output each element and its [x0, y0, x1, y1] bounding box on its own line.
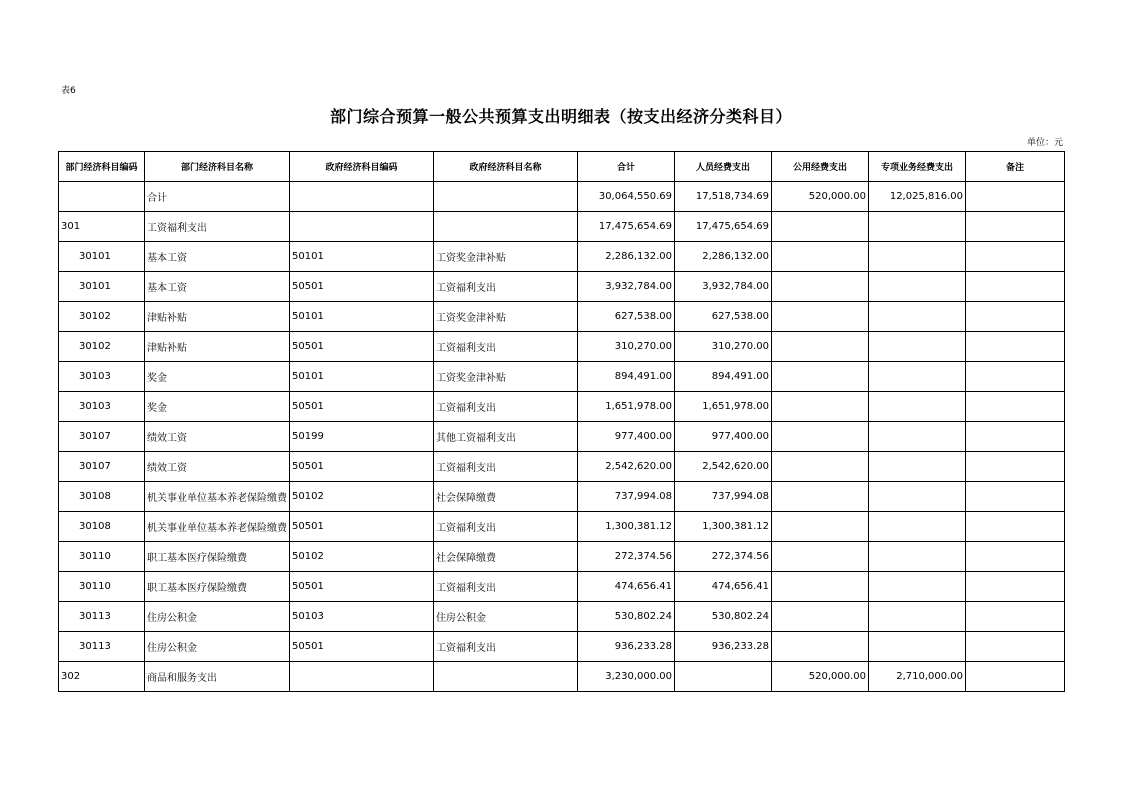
cell-dept-name: 基本工资 [145, 242, 290, 272]
cell-gov-name [434, 182, 578, 212]
table-row [59, 452, 1065, 482]
cell-gov-code: 50101 [290, 362, 434, 392]
table-row [59, 332, 1065, 362]
cell-dept-code [59, 182, 145, 212]
cell-dept-name: 工资福利支出 [145, 212, 290, 242]
cell-total: 1,300,381.12 [578, 512, 675, 542]
cell-note [966, 332, 1065, 362]
cell-dept-name: 机关事业单位基本养老保险缴费 [145, 482, 290, 512]
cell-dept-code: 30102 [59, 332, 145, 362]
cell-gov-code: 50501 [290, 572, 434, 602]
cell-dept-code: 30108 [59, 482, 145, 512]
cell-dept-name: 基本工资 [145, 272, 290, 302]
cell-gov-name: 住房公积金 [434, 602, 578, 632]
cell-gov-name: 工资福利支出 [434, 392, 578, 422]
cell-gov-code: 50103 [290, 602, 434, 632]
table-row [59, 392, 1065, 422]
cell-personnel: 2,542,620.00 [675, 452, 772, 482]
table-row [59, 572, 1065, 602]
cell-note [966, 422, 1065, 452]
cell-total: 272,374.56 [578, 542, 675, 572]
cell-note [966, 242, 1065, 272]
cell-personnel: 17,475,654.69 [675, 212, 772, 242]
cell-dept-name: 机关事业单位基本养老保险缴费 [145, 512, 290, 542]
cell-gov-code: 50501 [290, 392, 434, 422]
cell-gov-code: 50199 [290, 422, 434, 452]
cell-note [966, 362, 1065, 392]
table-header-row [59, 152, 1065, 182]
cell-public [772, 452, 869, 482]
cell-dept-name: 职工基本医疗保险缴费 [145, 572, 290, 602]
cell-gov-name: 社会保障缴费 [434, 542, 578, 572]
cell-total: 3,932,784.00 [578, 272, 675, 302]
cell-gov-name: 工资福利支出 [434, 332, 578, 362]
cell-personnel: 474,656.41 [675, 572, 772, 602]
cell-total: 30,064,550.69 [578, 182, 675, 212]
cell-dept-code: 301 [59, 212, 145, 242]
table-number: 表6 [61, 86, 76, 96]
cell-personnel: 627,538.00 [675, 302, 772, 332]
cell-public [772, 482, 869, 512]
cell-public [772, 242, 869, 272]
cell-total: 530,802.24 [578, 602, 675, 632]
header-note: 备注 [966, 152, 1065, 182]
cell-note [966, 182, 1065, 212]
cell-dept-name: 住房公积金 [145, 632, 290, 662]
cell-gov-code: 50501 [290, 512, 434, 542]
cell-dept-code: 302 [59, 662, 145, 692]
header-dept-name: 部门经济科目名称 [145, 152, 290, 182]
cell-public [772, 362, 869, 392]
cell-special [869, 272, 966, 302]
cell-dept-name: 住房公积金 [145, 602, 290, 632]
cell-gov-name: 工资福利支出 [434, 512, 578, 542]
cell-total: 627,538.00 [578, 302, 675, 332]
cell-personnel: 737,994.08 [675, 482, 772, 512]
cell-special [869, 242, 966, 272]
cell-public [772, 422, 869, 452]
cell-dept-code: 30113 [59, 632, 145, 662]
cell-gov-code: 50101 [290, 302, 434, 332]
header-personnel: 人员经费支出 [675, 152, 772, 182]
cell-gov-code: 50102 [290, 542, 434, 572]
cell-dept-name: 津贴补贴 [145, 332, 290, 362]
cell-dept-code: 30110 [59, 542, 145, 572]
cell-gov-code: 50501 [290, 452, 434, 482]
cell-dept-name: 绩效工资 [145, 422, 290, 452]
cell-special [869, 302, 966, 332]
cell-total: 894,491.00 [578, 362, 675, 392]
cell-dept-name: 职工基本医疗保险缴费 [145, 542, 290, 572]
cell-personnel: 1,651,978.00 [675, 392, 772, 422]
cell-gov-name: 工资福利支出 [434, 452, 578, 482]
cell-special [869, 632, 966, 662]
cell-public [772, 512, 869, 542]
cell-dept-code: 30103 [59, 362, 145, 392]
table-row [59, 512, 1065, 542]
cell-public: 520,000.00 [772, 662, 869, 692]
cell-public [772, 632, 869, 662]
table-row [59, 242, 1065, 272]
cell-gov-name: 工资福利支出 [434, 632, 578, 662]
cell-dept-code: 30108 [59, 512, 145, 542]
cell-personnel: 272,374.56 [675, 542, 772, 572]
header-gov-name: 政府经济科目名称 [434, 152, 578, 182]
cell-gov-code: 50501 [290, 272, 434, 302]
table-row [59, 482, 1065, 512]
cell-special [869, 212, 966, 242]
cell-personnel: 977,400.00 [675, 422, 772, 452]
cell-public [772, 272, 869, 302]
cell-dept-code: 30101 [59, 242, 145, 272]
cell-public [772, 542, 869, 572]
cell-note [966, 572, 1065, 602]
cell-total: 977,400.00 [578, 422, 675, 452]
cell-public [772, 332, 869, 362]
cell-special [869, 392, 966, 422]
cell-personnel: 2,286,132.00 [675, 242, 772, 272]
table-body [59, 182, 1065, 692]
header-gov-code: 政府经济科目编码 [290, 152, 434, 182]
cell-dept-code: 30107 [59, 422, 145, 452]
cell-note [966, 602, 1065, 632]
cell-gov-name: 工资奖金津补贴 [434, 242, 578, 272]
cell-dept-name: 绩效工资 [145, 452, 290, 482]
cell-note [966, 212, 1065, 242]
cell-dept-name: 合计 [145, 182, 290, 212]
cell-total: 2,542,620.00 [578, 452, 675, 482]
table-row [59, 662, 1065, 692]
table-row [59, 542, 1065, 572]
cell-note [966, 272, 1065, 302]
cell-personnel: 1,300,381.12 [675, 512, 772, 542]
cell-dept-name: 奖金 [145, 392, 290, 422]
cell-personnel: 310,270.00 [675, 332, 772, 362]
cell-note [966, 542, 1065, 572]
cell-public [772, 212, 869, 242]
cell-total: 2,286,132.00 [578, 242, 675, 272]
table-row [59, 182, 1065, 212]
page-title: 部门综合预算一般公共预算支出明细表（按支出经济分类科目） [329, 107, 792, 126]
cell-gov-code: 50501 [290, 632, 434, 662]
cell-note [966, 482, 1065, 512]
budget-table [58, 151, 1065, 692]
header-dept-code: 部门经济科目编码 [59, 152, 145, 182]
cell-gov-name: 其他工资福利支出 [434, 422, 578, 452]
table-row [59, 302, 1065, 332]
header-special: 专项业务经费支出 [869, 152, 966, 182]
cell-gov-name: 工资福利支出 [434, 572, 578, 602]
cell-dept-code: 30102 [59, 302, 145, 332]
cell-dept-name: 津贴补贴 [145, 302, 290, 332]
cell-personnel: 894,491.00 [675, 362, 772, 392]
cell-gov-name: 工资福利支出 [434, 272, 578, 302]
cell-personnel [675, 662, 772, 692]
cell-special [869, 602, 966, 632]
cell-gov-code [290, 212, 434, 242]
cell-public: 520,000.00 [772, 182, 869, 212]
cell-dept-code: 30103 [59, 392, 145, 422]
cell-gov-code: 50102 [290, 482, 434, 512]
unit-label: 单位：元 [1026, 138, 1063, 148]
cell-gov-name: 社会保障缴费 [434, 482, 578, 512]
cell-personnel: 936,233.28 [675, 632, 772, 662]
cell-dept-name: 商品和服务支出 [145, 662, 290, 692]
cell-dept-code: 30107 [59, 452, 145, 482]
cell-gov-name: 工资奖金津补贴 [434, 302, 578, 332]
cell-gov-name [434, 212, 578, 242]
table-row [59, 422, 1065, 452]
cell-public [772, 572, 869, 602]
cell-note [966, 302, 1065, 332]
cell-special [869, 422, 966, 452]
cell-special: 12,025,816.00 [869, 182, 966, 212]
cell-public [772, 602, 869, 632]
table-row [59, 632, 1065, 662]
cell-total: 936,233.28 [578, 632, 675, 662]
cell-total: 17,475,654.69 [578, 212, 675, 242]
cell-gov-code [290, 182, 434, 212]
cell-total: 3,230,000.00 [578, 662, 675, 692]
cell-gov-code: 50501 [290, 332, 434, 362]
cell-note [966, 452, 1065, 482]
cell-gov-name [434, 662, 578, 692]
cell-dept-code: 30110 [59, 572, 145, 602]
cell-note [966, 632, 1065, 662]
cell-note [966, 392, 1065, 422]
cell-dept-code: 30113 [59, 602, 145, 632]
cell-special [869, 482, 966, 512]
cell-dept-code: 30101 [59, 272, 145, 302]
cell-personnel: 17,518,734.69 [675, 182, 772, 212]
cell-special [869, 542, 966, 572]
cell-personnel: 530,802.24 [675, 602, 772, 632]
cell-total: 1,651,978.00 [578, 392, 675, 422]
table-row [59, 212, 1065, 242]
table-row [59, 272, 1065, 302]
cell-total: 310,270.00 [578, 332, 675, 362]
cell-special [869, 572, 966, 602]
table-row [59, 362, 1065, 392]
cell-personnel: 3,932,784.00 [675, 272, 772, 302]
cell-special [869, 362, 966, 392]
cell-public [772, 302, 869, 332]
cell-note [966, 662, 1065, 692]
cell-special: 2,710,000.00 [869, 662, 966, 692]
header-total: 合计 [578, 152, 675, 182]
header-public: 公用经费支出 [772, 152, 869, 182]
cell-total: 474,656.41 [578, 572, 675, 602]
cell-gov-name: 工资奖金津补贴 [434, 362, 578, 392]
cell-special [869, 452, 966, 482]
cell-gov-code: 50101 [290, 242, 434, 272]
cell-dept-name: 奖金 [145, 362, 290, 392]
cell-special [869, 512, 966, 542]
table-row [59, 602, 1065, 632]
cell-gov-code [290, 662, 434, 692]
cell-public [772, 392, 869, 422]
cell-note [966, 512, 1065, 542]
cell-total: 737,994.08 [578, 482, 675, 512]
cell-special [869, 332, 966, 362]
